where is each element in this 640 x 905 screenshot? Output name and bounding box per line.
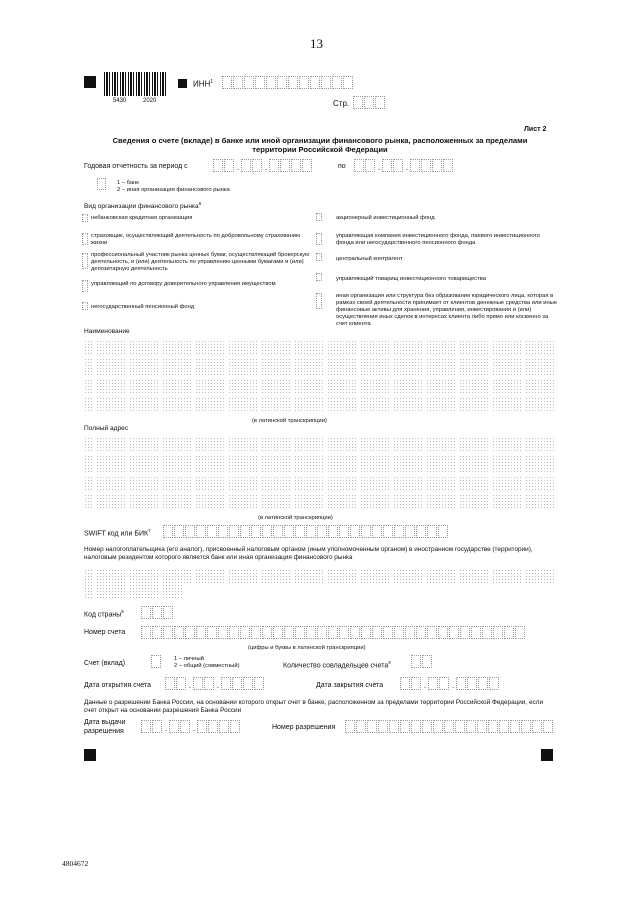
permit-date-label	[84, 718, 126, 736]
org-type-option-l4: негосударственный пенсионный фонд	[91, 304, 195, 310]
swift-cells[interactable]	[163, 525, 449, 538]
org-type-checkbox-r4[interactable]	[316, 293, 322, 309]
page-label: Стр.	[333, 99, 350, 108]
org-kind-opt1: 1 – банк	[117, 180, 139, 186]
org-type-checkbox-l4[interactable]	[82, 302, 88, 310]
account-type-opt2: 2 – общий (совместный)	[174, 663, 240, 669]
account-type-label: Счет (вклад)	[84, 660, 126, 667]
tax-id-label: Номер налогоплательщика (его аналог), присвоенный налоговым органом (иным уполномоченным органом) в иностранном государстве (территории), налоговым резидентом которого является банк или иная организация финансового рынка	[84, 546, 533, 561]
org-type-checkbox-l0[interactable]	[82, 214, 88, 222]
swift-label	[84, 528, 151, 537]
close-date-label: Дата закрытия счета	[316, 682, 384, 689]
inn-label-text: ИНН	[193, 79, 211, 89]
org-type-checkbox-r2[interactable]	[316, 253, 322, 261]
account-caption: (цифры и буквы в латинской транскрипции)	[248, 645, 366, 651]
org-type-option-r1: управляющая компания инвестиционного фонда, паевого инвестиционного фонда или негосударственного пенсионного фонда	[336, 233, 540, 246]
org-type-checkbox-l3[interactable]	[82, 280, 88, 292]
permit-text: Данные о разрешении Банка России, на основании которого открыт счет в банке, расположенном за пределами территории Российской Федерации, если счет открыт на основании разрешения Банка России	[84, 699, 544, 714]
swift-label-text: SWIFT код или БИК	[84, 530, 149, 538]
sheet-title	[80, 136, 560, 154]
corner-marker-top-left	[84, 76, 96, 88]
open-date-label: Дата открытия счета	[84, 682, 151, 689]
country-label	[84, 609, 124, 618]
permit-number-label: Номер разрешения	[272, 724, 336, 731]
period-to-label: по	[338, 163, 346, 170]
org-type-checkbox-l2[interactable]	[82, 253, 88, 269]
period-label: Годовая отчетность за период с	[84, 163, 188, 170]
coowners-cells[interactable]	[411, 655, 433, 668]
org-type-option-l2: профессиональный участник рынка ценных бумаг, осуществляющий брокерскую деятельность, и (или) деятельность по управлению ценными бумагами и (или) депозитарную деятельность	[91, 252, 310, 272]
account-label: Номер счета	[84, 629, 126, 636]
footer-code: 4804672	[62, 859, 89, 868]
barcode	[104, 72, 166, 96]
org-type-checkbox-r3[interactable]	[316, 273, 322, 281]
country-cells[interactable]	[141, 606, 174, 619]
org-type-option-l0: небанковская кредитная организация	[91, 215, 193, 221]
corner-marker-bottom-left	[84, 749, 96, 761]
sheet-label: Лист 2	[524, 126, 547, 133]
name-caption: (в латинской транскрипции)	[252, 418, 327, 424]
account-type-opt1: 1 – личный	[174, 656, 204, 662]
sheet-title-line1: Сведения о счете (вкладе) в банке или иной организации финансового рынка, расположенных за пределами	[112, 136, 528, 145]
account-number-cells[interactable]	[141, 626, 526, 639]
corner-marker-bottom-right	[541, 749, 553, 761]
country-sup: 8	[121, 609, 124, 614]
org-kind-cell[interactable]	[97, 178, 107, 190]
page-cells[interactable]	[353, 96, 386, 109]
org-type-option-r0: акционерный инвестиционный фонд	[336, 215, 435, 221]
permit-date-label-line2: разрешения	[84, 728, 124, 735]
address-label: Полный адрес	[84, 425, 129, 432]
permit-date-label-line1: Дата выдачи	[84, 719, 126, 726]
barcode-number-left: 5430	[113, 98, 127, 104]
country-label-text: Код страны	[84, 611, 122, 619]
period-from-cells[interactable]: . .	[213, 159, 313, 172]
org-type-option-r2: центральный контрагент	[336, 256, 403, 262]
org-type-option-r4: иная организация или структура без образования юридического лица, которая в рамках своей деятельности принимает от клиентов денежные средства или иные финансовые активы для хранения, управления, инвестирования и (или) осуществления иных сделок в интересах клиента либо прямо или косвенно за счет клиента	[336, 293, 558, 327]
coowners-sup: 9	[388, 660, 391, 665]
org-kind-opt2: 2 – иная организация финансового рынка	[117, 187, 230, 193]
name-grid-cells	[84, 337, 558, 413]
page-number: 13	[310, 36, 323, 51]
sheet-title-line2: территории Российской Федерации	[252, 145, 388, 154]
account-type-cell[interactable]	[151, 655, 162, 668]
inn-marker	[178, 79, 187, 88]
swift-sup: 7	[148, 528, 151, 533]
barcode-number-right: 2020	[143, 98, 157, 104]
tax-id-mask	[182, 583, 562, 601]
name-label: Наименование	[84, 328, 130, 335]
open-date-cells[interactable]: . .	[165, 677, 265, 690]
org-type-option-l3: управляющий по договору доверительного управления имуществом	[91, 281, 276, 287]
close-date-cells[interactable]: . .	[400, 677, 500, 690]
address-caption: (в латинской транскрипции)	[258, 515, 333, 521]
inn-cells[interactable]	[222, 76, 354, 89]
inn-sup: 1	[210, 79, 214, 85]
org-type-checkbox-r1[interactable]	[316, 233, 322, 245]
inn-label	[193, 79, 213, 89]
org-type-option-r3: управляющий товарищ инвестиционного товарищества	[336, 276, 486, 282]
permit-number-cells[interactable]	[345, 720, 554, 733]
org-type-label-text: Вид организации финансового рынка	[84, 203, 199, 211]
address-grid-cells	[84, 434, 558, 510]
org-type-label	[84, 201, 201, 210]
permit-date-cells[interactable]: . .	[141, 720, 241, 733]
coowners-label	[283, 660, 391, 669]
org-type-option-l1: страховщик, осуществляющий деятельность по добровольному страхованию жизни	[91, 233, 301, 246]
org-type-checkbox-l1[interactable]	[82, 233, 88, 245]
coowners-label-text: Количество совладельцев счета	[283, 662, 389, 670]
org-type-checkbox-r0[interactable]	[316, 213, 322, 221]
org-type-sup: 6	[198, 201, 202, 206]
period-to-cells[interactable]: . .	[354, 159, 454, 172]
